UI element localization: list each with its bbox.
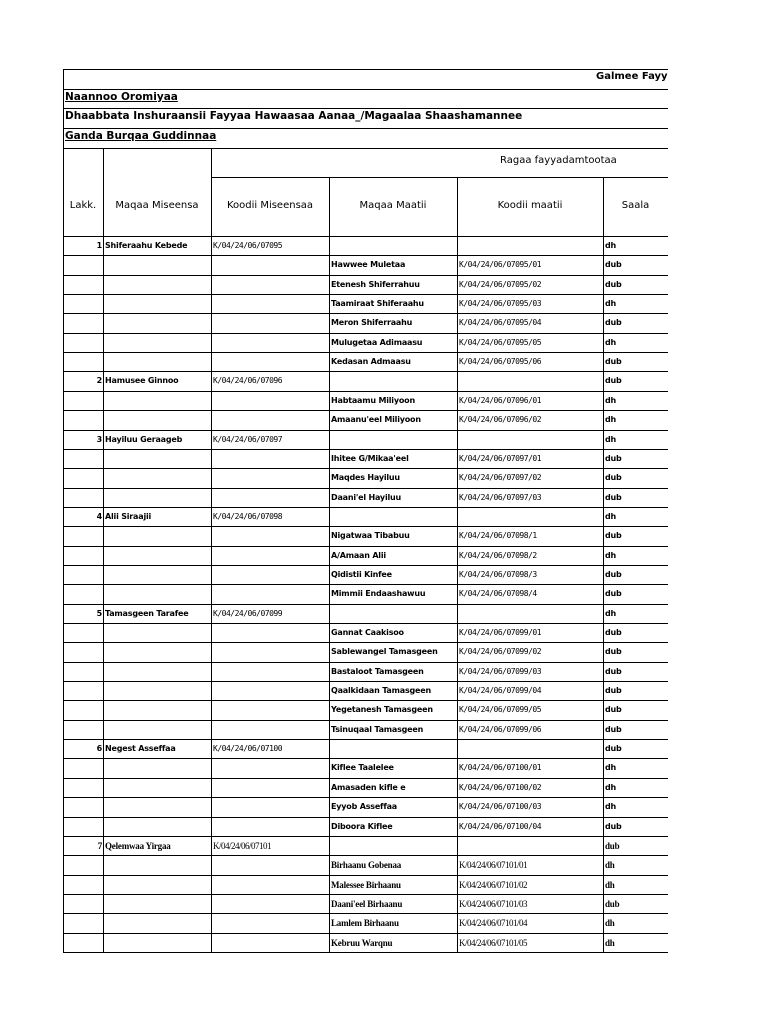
member-name: [105, 802, 210, 816]
row-rule: [63, 275, 668, 276]
institution-label: Dhaabbata Inshuraansii Fayyaa Hawaasaa Aanaa_/Magaalaa Shaashamannee: [65, 110, 523, 122]
member-name: [105, 705, 210, 719]
family-member-name: [331, 435, 456, 449]
sex-value: dub: [605, 647, 622, 657]
row-number: [63, 280, 102, 294]
row-rule: [63, 352, 668, 353]
column-header: Saala: [621, 200, 650, 211]
group-header-rule: [211, 177, 668, 178]
sex-value: dh: [605, 918, 615, 929]
member-code: K/04/24/06/07100: [213, 744, 283, 754]
sex-value: dub: [605, 279, 622, 289]
column-header: Koodii Miseensaa: [226, 200, 314, 211]
row-number: 1: [96, 241, 102, 250]
sex-value: dub: [605, 724, 622, 734]
column-header: Lakk.: [69, 200, 97, 211]
family-code: [459, 435, 602, 449]
row-rule: [63, 817, 668, 818]
family-code: [459, 609, 602, 623]
row-number: [63, 260, 102, 274]
sex-value: dub: [605, 821, 622, 831]
family-member-name: Meron Shiferraahu: [331, 318, 413, 328]
member-name: [105, 686, 210, 700]
row-number: [63, 860, 102, 874]
row-number: 2: [96, 376, 102, 386]
sex-value: dub: [605, 569, 622, 579]
row-number: [63, 725, 102, 739]
row-number: [63, 299, 102, 313]
member-name: [105, 763, 210, 777]
member-name: [105, 357, 210, 371]
member-code: [213, 763, 328, 777]
header-rule: [63, 128, 668, 129]
member-name: [105, 415, 210, 429]
sex-value: dub: [605, 473, 622, 483]
row-rule: [63, 333, 668, 334]
member-code: [213, 280, 328, 294]
row-rule: [63, 488, 668, 489]
family-code: K/04/24/06/07101/05: [459, 937, 528, 948]
family-code: K/04/24/06/07099/04: [459, 686, 542, 696]
row-number: [63, 763, 102, 777]
member-name: [105, 299, 210, 313]
member-code: [213, 338, 328, 352]
row-rule: [63, 933, 668, 934]
sex-value: dub: [605, 840, 620, 851]
sex-value: dub: [605, 376, 622, 386]
row-number: [63, 918, 102, 932]
member-name: [105, 860, 210, 874]
row-rule: [63, 565, 668, 566]
row-number: 3: [96, 434, 102, 444]
member-code: K/04/24/06/07101: [213, 840, 272, 851]
member-code: [213, 802, 328, 816]
sex-value: dh: [605, 782, 617, 792]
member-name: [105, 822, 210, 836]
family-code: K/04/24/06/07101/02: [459, 879, 528, 890]
family-code: K/04/24/06/07095/04: [459, 318, 542, 328]
family-member-name: Malessee Birhaanu: [331, 879, 401, 890]
family-member-name: Qaalkidaan Tamasgeen: [331, 686, 432, 696]
family-code: K/04/24/06/07100/04: [459, 821, 542, 831]
row-number: [63, 357, 102, 371]
header-rule: [63, 89, 668, 90]
sex-value: dub: [605, 898, 620, 909]
row-rule: [63, 778, 668, 779]
row-number: [63, 473, 102, 487]
member-name: [105, 899, 210, 913]
family-member-name: Ihitee G/Mikaa'eel: [331, 453, 409, 463]
member-code: [213, 260, 328, 274]
row-rule: [63, 952, 668, 953]
kebele-label: Ganda Burqaa Guddinnaa: [65, 130, 217, 142]
family-code: K/04/24/06/07098/1: [459, 531, 537, 541]
sex-value: dub: [605, 260, 622, 270]
row-number: [63, 415, 102, 429]
family-code: K/04/24/06/07097/03: [459, 492, 542, 502]
member-name: [105, 493, 210, 507]
family-code: K/04/24/06/07095/01: [459, 260, 542, 270]
column-header: Koodii maatii: [497, 200, 563, 211]
row-number: [63, 880, 102, 894]
member-name: [105, 551, 210, 565]
header-rule: [63, 108, 668, 109]
member-name: [105, 396, 210, 410]
family-code: K/04/24/06/07099/02: [459, 647, 542, 657]
family-member-name: Bastaloot Tamasgeen: [331, 666, 424, 676]
member-code: [213, 686, 328, 700]
member-code: K/04/24/06/07095: [213, 241, 283, 250]
family-code: K/04/24/06/07101/04: [459, 918, 528, 929]
row-number: [63, 899, 102, 913]
row-rule: [63, 623, 668, 624]
family-code: K/04/24/06/07095/05: [459, 337, 542, 347]
row-number: 7: [97, 840, 102, 851]
row-rule: [63, 604, 668, 605]
member-code: [213, 589, 328, 603]
member-name: Alii Siraajii: [105, 511, 152, 521]
member-name: [105, 880, 210, 894]
family-member-name: Hawwee Muletaa: [331, 260, 406, 270]
member-name: [105, 938, 210, 952]
sex-value: dub: [605, 666, 622, 676]
family-member-name: Gannat Caakisoo: [331, 628, 404, 637]
member-name: [105, 473, 210, 487]
row-rule: [63, 449, 668, 450]
column-header-bottom-rule: [63, 236, 668, 237]
member-code: [213, 628, 328, 642]
sex-value: dub: [605, 453, 622, 463]
member-name: [105, 338, 210, 352]
member-name: [105, 318, 210, 332]
family-member-name: Mulugetaa Adimaasu: [331, 337, 423, 347]
family-member-name: Eyyob Asseffaa: [331, 802, 398, 812]
member-name: Tamasgeen Tarafee: [105, 608, 189, 618]
member-name: Negest Asseffaa: [105, 744, 176, 754]
row-number: [63, 531, 102, 545]
row-rule: [63, 720, 668, 721]
family-code: K/04/24/06/07100/02: [459, 782, 542, 792]
column-divider: [211, 148, 212, 952]
row-rule: [63, 662, 668, 663]
row-rule: [63, 391, 668, 392]
sex-value: dh: [605, 434, 617, 444]
row-number: [63, 318, 102, 332]
sex-value: dh: [605, 511, 617, 521]
row-rule: [63, 410, 668, 411]
family-member-name: [331, 241, 456, 255]
row-number: [63, 667, 102, 681]
row-rule: [63, 894, 668, 895]
member-name: [105, 628, 210, 642]
member-code: [213, 880, 328, 894]
family-code: K/04/24/06/07099/05: [459, 705, 542, 715]
row-number: [63, 647, 102, 661]
member-code: [213, 860, 328, 874]
member-name: [105, 260, 210, 274]
family-member-name: Nigatwaa Tibabuu: [331, 531, 410, 541]
member-code: K/04/24/06/07097: [213, 434, 283, 444]
family-code: K/04/24/06/07100/01: [459, 763, 542, 773]
member-code: [213, 570, 328, 584]
row-rule: [63, 294, 668, 295]
row-number: 6: [96, 744, 102, 754]
family-member-name: Taamiraat Shiferaahu: [331, 299, 424, 309]
family-member-name: [331, 609, 456, 623]
sex-value: dh: [605, 802, 617, 812]
family-member-name: Kiflee Taalelee: [331, 763, 394, 773]
row-number: [63, 686, 102, 700]
member-name: [105, 454, 210, 468]
family-member-name: Maqdes Hayiluu: [331, 473, 400, 483]
family-code: K/04/24/06/07095/06: [459, 357, 542, 367]
family-member-name: [331, 744, 456, 758]
row-number: 5: [96, 608, 102, 618]
member-code: [213, 473, 328, 487]
sex-value: dub: [605, 744, 622, 754]
sex-value: dub: [605, 492, 622, 502]
member-code: K/04/24/06/07096: [213, 376, 283, 386]
sex-value: dub: [605, 589, 622, 599]
member-code: [213, 667, 328, 681]
member-name: [105, 918, 210, 932]
row-number: [63, 938, 102, 952]
member-code: [213, 357, 328, 371]
member-name: Qelemwaa Yirgaa: [105, 840, 171, 851]
family-code: K/04/24/06/07101/01: [459, 860, 528, 871]
row-number: [63, 822, 102, 836]
family-code: K/04/24/06/07100/03: [459, 802, 542, 812]
row-number: [63, 802, 102, 816]
row-rule: [63, 430, 668, 431]
family-code: K/04/24/06/07098/4: [459, 589, 537, 599]
sex-value: dh: [605, 608, 617, 618]
family-code: K/04/24/06/07098/2: [459, 550, 537, 560]
row-number: [63, 589, 102, 603]
family-member-name: [331, 376, 456, 390]
row-number: [63, 493, 102, 507]
sex-value: dh: [605, 299, 617, 309]
family-member-name: Sablewangel Tamasgeen: [331, 647, 438, 657]
member-code: [213, 647, 328, 661]
member-name: [105, 667, 210, 681]
family-member-name: Habtaamu Miliyoon: [331, 395, 415, 405]
sex-value: dub: [605, 705, 622, 715]
member-code: [213, 493, 328, 507]
family-code: K/04/24/06/07099/06: [459, 724, 542, 734]
member-name: [105, 725, 210, 739]
member-code: [213, 899, 328, 913]
row-rule: [63, 836, 668, 837]
member-name: Hamusee Ginnoo: [105, 376, 179, 386]
row-number: [63, 783, 102, 797]
row-number: [63, 705, 102, 719]
group-header: Ragaa fayyadamtootaa: [500, 155, 617, 166]
row-number: [63, 570, 102, 584]
sex-value: dh: [605, 937, 615, 948]
member-code: [213, 938, 328, 952]
family-member-name: Kebruu Warqnu: [331, 937, 393, 948]
member-code: [213, 415, 328, 429]
member-name: [105, 531, 210, 545]
row-rule: [63, 546, 668, 547]
sex-value: dh: [605, 415, 617, 425]
member-name: [105, 783, 210, 797]
table-left-border: [63, 69, 64, 952]
sex-value: dh: [605, 550, 617, 560]
family-code: K/04/24/06/07096/02: [459, 415, 542, 425]
family-member-name: Tsinuqaal Tamasgeen: [331, 724, 424, 734]
family-code: K/04/24/06/07095/03: [459, 299, 542, 309]
family-member-name: Diboora Kiflee: [331, 821, 393, 831]
sex-value: dh: [605, 395, 617, 405]
sex-value: dh: [605, 763, 617, 773]
row-number: [63, 338, 102, 352]
family-code: K/04/24/06/07097/01: [459, 453, 542, 463]
member-code: K/04/24/06/07098: [213, 511, 283, 521]
family-member-name: [331, 512, 456, 526]
column-divider: [103, 148, 104, 952]
row-rule: [63, 739, 668, 740]
family-member-name: Daani'el Hayiluu: [331, 492, 402, 502]
member-code: [213, 299, 328, 313]
sex-value: dh: [605, 879, 615, 890]
member-code: [213, 783, 328, 797]
row-rule: [63, 875, 668, 876]
family-code: [459, 744, 602, 758]
column-header: Maqaa Miseensa: [115, 200, 199, 211]
family-code: K/04/24/06/07099/01: [459, 628, 542, 637]
sex-value: dub: [605, 531, 622, 541]
document-title: Galmee Fayy: [596, 71, 668, 82]
sex-value: dh: [605, 337, 617, 347]
member-code: [213, 725, 328, 739]
family-member-name: Yegetanesh Tamasgeen: [331, 705, 433, 715]
sex-value: dub: [605, 628, 622, 637]
row-rule: [63, 797, 668, 798]
header-rule: [63, 69, 668, 70]
family-member-name: [331, 841, 456, 855]
member-code: [213, 918, 328, 932]
family-member-name: Mimmii Endaashawuu: [331, 589, 426, 599]
family-member-name: Qidistii Kinfee: [331, 569, 392, 579]
row-number: 4: [96, 511, 102, 521]
family-code: K/04/24/06/07101/03: [459, 898, 528, 909]
member-name: Shiferaahu Kebede: [105, 241, 188, 250]
member-name: [105, 280, 210, 294]
family-code: [459, 376, 602, 390]
member-code: [213, 396, 328, 410]
family-code: K/04/24/06/07095/02: [459, 279, 542, 289]
sex-value: dh: [605, 241, 617, 250]
row-number: [63, 551, 102, 565]
family-code: K/04/24/06/07097/02: [459, 473, 542, 483]
family-code: [459, 512, 602, 526]
sex-value: dub: [605, 357, 622, 367]
member-name: [105, 647, 210, 661]
member-code: [213, 705, 328, 719]
row-number: [63, 628, 102, 642]
member-name: [105, 570, 210, 584]
family-member-name: Etenesh Shiferrahuu: [331, 279, 420, 289]
sex-value: dub: [605, 318, 622, 328]
family-member-name: Amaanu'eel Miliyoon: [331, 415, 421, 425]
header-rule: [63, 148, 668, 149]
family-member-name: A/Amaan Alii: [331, 550, 386, 560]
member-code: K/04/24/06/07099: [213, 608, 283, 618]
family-member-name: Birhaanu Gobenaa: [331, 860, 402, 871]
member-code: [213, 551, 328, 565]
row-rule: [63, 681, 668, 682]
family-code: K/04/24/06/07098/3: [459, 569, 537, 579]
member-code: [213, 822, 328, 836]
member-name: [105, 589, 210, 603]
family-member-name: Daani'eel Birhaanu: [331, 898, 403, 909]
sex-value: dh: [605, 860, 615, 871]
sex-value: dub: [605, 686, 622, 696]
row-rule: [63, 507, 668, 508]
family-member-name: Amasaden kifle e: [331, 782, 406, 792]
family-code: [459, 841, 602, 855]
row-number: [63, 454, 102, 468]
member-code: [213, 531, 328, 545]
member-code: [213, 318, 328, 332]
family-code: K/04/24/06/07096/01: [459, 395, 542, 405]
row-number: [63, 396, 102, 410]
member-name: Hayiluu Geraageb: [105, 434, 183, 444]
region-label: Naannoo Oromiyaa: [65, 91, 178, 103]
family-member-name: Lamlem Birhaanu: [331, 918, 399, 929]
family-member-name: Kedasan Admaasu: [331, 357, 411, 367]
member-code: [213, 454, 328, 468]
family-code: K/04/24/06/07099/03: [459, 666, 542, 676]
family-code: [459, 241, 602, 255]
column-header: Maqaa Maatii: [359, 200, 427, 211]
